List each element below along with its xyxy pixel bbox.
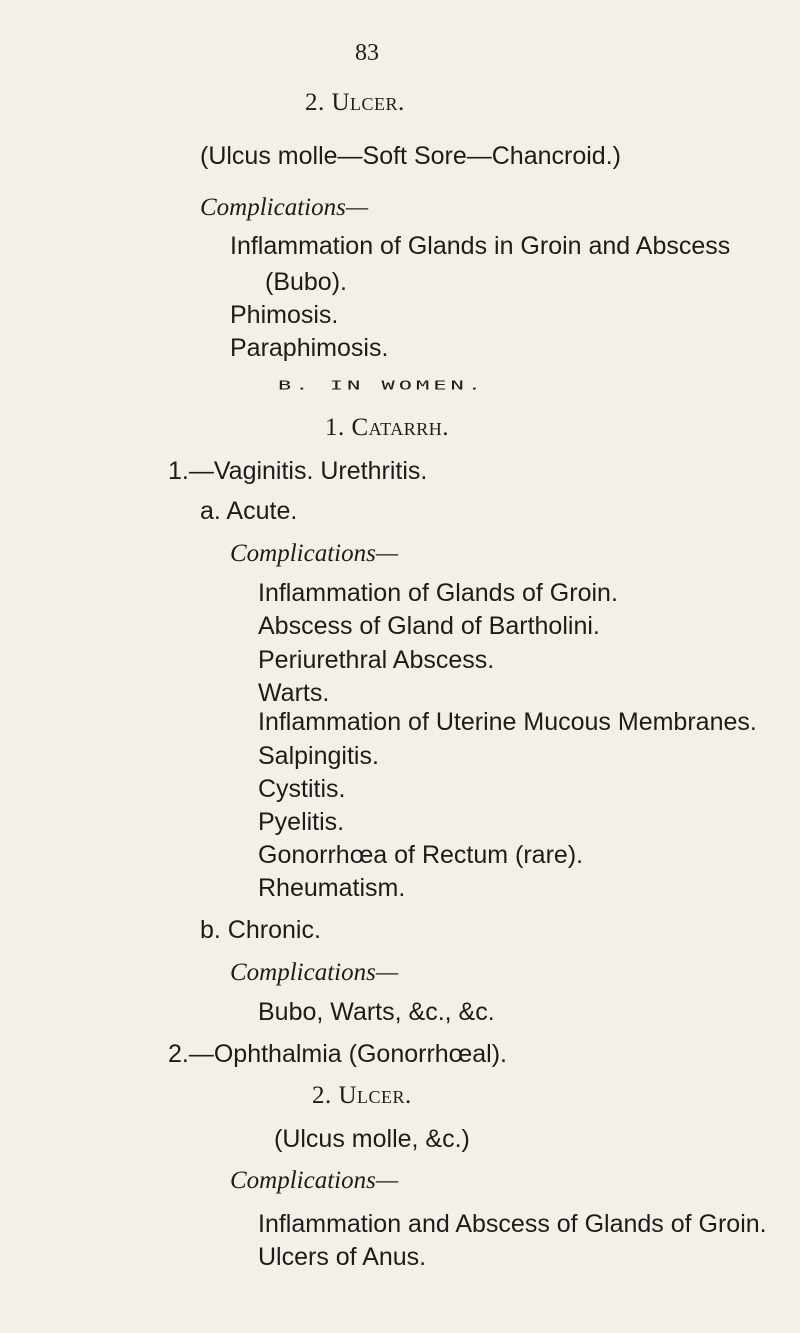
item-phimosis: Phimosis. (230, 301, 339, 329)
ulcus-molle-1: (Ulcus molle—Soft Sore—Chancroid.) (200, 142, 621, 170)
complications-1: Complications— (200, 194, 369, 221)
ulcer-heading-1: 2. Ulcer. (305, 89, 405, 116)
item-warts: Warts. (258, 679, 330, 707)
item-inflammation-glands-groin: Inflammation of Glands of Groin. (258, 579, 618, 607)
item-salpingitis: Salpingitis. (258, 742, 379, 770)
item-pyelitis: Pyelitis. (258, 808, 345, 836)
item-gonorrhoea-rectum: Gonorrhœa of Rectum (rare). (258, 841, 584, 869)
chronic-line: b. Chronic. (200, 916, 321, 944)
catarrh-heading: 1. Catarrh. (325, 414, 449, 441)
acute-line: a. Acute. (200, 497, 298, 525)
item-cystitis: Cystitis. (258, 775, 346, 803)
complications-2: Complications— (230, 540, 399, 567)
item-abscess-bartholini: Abscess of Gland of Bartholini. (258, 612, 600, 640)
item-ulcers-anus: Ulcers of Anus. (258, 1243, 427, 1271)
complications-4: Complications— (230, 1167, 399, 1194)
vaginitis-line: 1.—Vaginitis. Urethritis. (168, 457, 428, 485)
complications-3: Complications— (230, 959, 399, 986)
section-b-in-women: B. IN WOMEN. (278, 378, 485, 393)
item-bubo: (Bubo). (265, 268, 347, 296)
item-inflammation-uterine: Inflammation of Uterine Mucous Membranes. (258, 708, 757, 736)
item-inflammation-glands: Inflammation of Glands in Groin and Abscess (230, 232, 731, 260)
item-inflammation-abscess-glands: Inflammation and Abscess of Glands of Groin. (258, 1210, 767, 1238)
ophthalmia-line: 2.—Ophthalmia (Gonorrhœal). (168, 1040, 508, 1068)
item-paraphimosis: Paraphimosis. (230, 334, 389, 362)
ulcer-heading-2: 2. Ulcer. (312, 1082, 412, 1109)
page-number: 83 (355, 40, 379, 66)
ulcus-molle-2: (Ulcus molle, &c.) (274, 1125, 470, 1153)
item-periurethral-abscess: Periurethral Abscess. (258, 646, 495, 674)
item-rheumatism: Rheumatism. (258, 874, 406, 902)
item-bubo-warts: Bubo, Warts, &c., &c. (258, 998, 495, 1026)
